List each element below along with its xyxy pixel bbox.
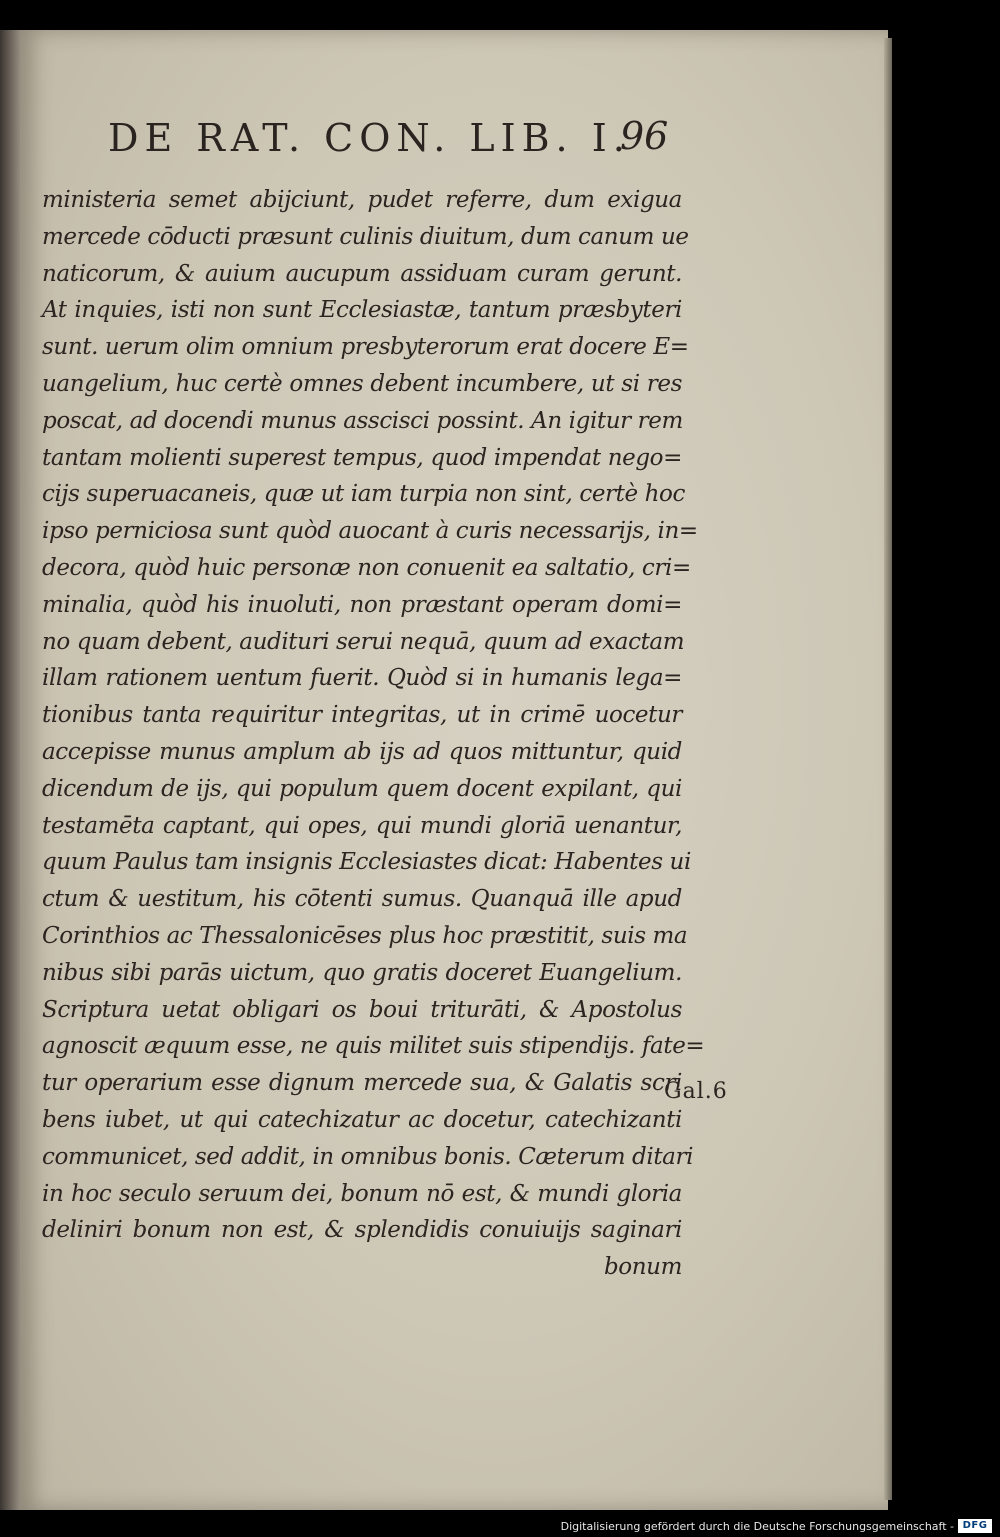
text-line: mercede cōducti præsunt culinis diuitum, dum canum ue <box>42 223 689 250</box>
text-line: no quam debent, audituri serui nequā, quum ad exactam <box>42 628 685 655</box>
text-line: tantam molienti superest tempus, quod impendat nego= <box>42 444 682 471</box>
text-line: agnoscit æquum esse, ne quis militet suis stipendijs. fate= <box>42 1033 705 1060</box>
dfg-logo: DFG <box>958 1519 992 1533</box>
running-title: DE RAT. CON. LIB. I. <box>108 116 631 160</box>
text-line: deliniri bonum non est, & splendidis conuiuijs saginari <box>42 1217 682 1244</box>
text-line: Corinthios ac Thessalonicēses plus hoc præstitit, suis ma <box>42 922 688 949</box>
text-line: decora, quòd huic personæ non conuenit ea saltatio, cri= <box>42 554 691 581</box>
text-line: Scriptura uetat obligari os boui triturāti, & Apostolus <box>42 996 682 1023</box>
text-line: testamēta captant, qui opes, qui mundi gloriā uenantur, <box>42 812 682 839</box>
text-line: sunt. uerum olim omnium presbyterorum erat docere E= <box>42 334 689 361</box>
text-line: tionibus tanta requiritur integritas, ut in crimē uocetur <box>42 702 682 729</box>
text-line: minalia, quòd his inuoluti, non præstant operam domi= <box>42 591 682 618</box>
text-line: ipso perniciosa sunt quòd auocant à curis necessarijs, in= <box>42 518 698 545</box>
text-line: poscat, ad docendi munus asscisci possint. An igitur rem <box>42 407 683 434</box>
text-line: in hoc seculo seruum dei, bonum nō est, & mundi gloria <box>42 1180 682 1207</box>
text-line: At inquies, isti non sunt Ecclesiastæ, tantum præsbyteri <box>42 297 682 324</box>
text-line: illam rationem uentum fuerit. Quòd si in humanis lega= <box>42 665 682 692</box>
text-line: ministeria semet abijciunt, pudet referre, dum exigua <box>42 187 682 213</box>
text-line: accepisse munus amplum ab ijs ad quos mittuntur, quid <box>42 738 682 765</box>
text-line: tur operarium esse dignum mercede sua, & Galatis scri <box>42 1070 682 1097</box>
funding-credit: Digitalisierung gefördert durch die Deutsche Forschungsgemeinschaft - <box>560 1520 954 1533</box>
text-line: naticorum, & auium aucupum assiduam curam gerunt. <box>42 260 682 287</box>
page-number: 96 <box>620 114 669 158</box>
text-line: quum Paulus tam insignis Ecclesiastes dicat: Habentes ui <box>42 849 691 876</box>
text-line: ctum & uestitum, his cōtenti sumus. Quanquā ille apud <box>42 886 682 913</box>
text-line: nibus sibi parās uictum, quo gratis doceret Euangelium. <box>42 959 682 986</box>
text-line: communicet, sed addit, in omnibus bonis. Cæterum ditari <box>42 1143 694 1170</box>
text-line: cijs superuacaneis, quæ ut iam turpia non sint, certè hoc <box>42 481 685 508</box>
running-head <box>90 108 670 168</box>
text-line: dicendum de ijs, qui populum quem docent expilant, qui <box>42 775 682 802</box>
marginal-note: Gal.6 <box>664 1079 728 1104</box>
text-line: uangelium, huc certè omnes debent incumbere, ut si res <box>42 370 682 397</box>
page-edge <box>884 38 892 1500</box>
text-line: bens iubet, ut qui catechizatur ac docetur, catechizanti <box>42 1106 682 1133</box>
catchword: bonum <box>603 1254 682 1281</box>
